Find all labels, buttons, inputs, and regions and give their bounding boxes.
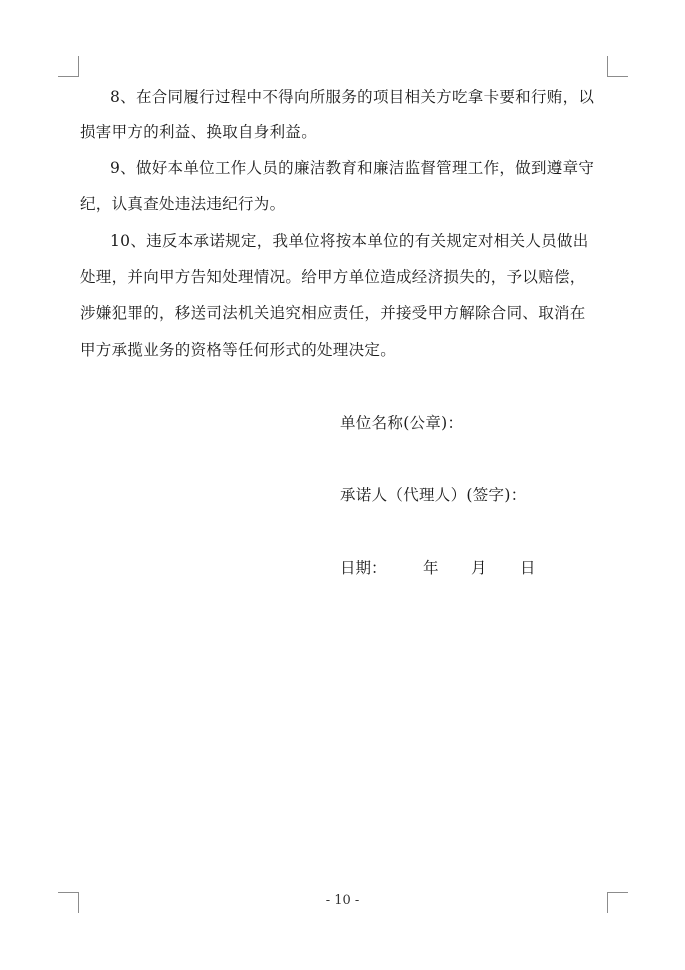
- clause-10-line-1: 10、违反本承诺规定，我单位将按本单位的有关规定对相关人员做出: [110, 232, 589, 250]
- date-day-label: 日: [520, 559, 536, 577]
- date-label: 日期：: [340, 559, 387, 577]
- page-number: - 10 -: [325, 893, 360, 908]
- clause-9-line-2: 纪，认真查处违法违纪行为。: [80, 195, 286, 213]
- promisor-label: 承诺人（代理人）(签字)：: [340, 486, 527, 504]
- date-year-label: 年: [423, 559, 439, 577]
- crop-mark-top-left: [58, 56, 79, 77]
- crop-mark-top-right: [607, 56, 628, 77]
- clause-9-line-1: 9、做好本单位工作人员的廉洁教育和廉洁监督管理工作，做到遵章守: [110, 159, 595, 177]
- clause-10-line-4: 甲方承揽业务的资格等任何形式的处理决定。: [80, 341, 397, 359]
- unit-name-label: 单位名称(公章)：: [340, 414, 464, 432]
- clause-8-line-2: 损害甲方的利益、换取自身利益。: [80, 123, 318, 141]
- clause-8-line-1: 8、在合同履行过程中不得向所服务的项目相关方吃拿卡要和行贿，以: [110, 88, 595, 106]
- clause-10-line-3: 涉嫌犯罪的，移送司法机关追究相应责任，并接受甲方解除合同、取消在: [80, 304, 586, 322]
- clause-10-line-2: 处理，并向甲方告知处理情况。给甲方单位造成经济损失的，予以赔偿，: [80, 268, 586, 286]
- date-month-label: 月: [471, 559, 487, 577]
